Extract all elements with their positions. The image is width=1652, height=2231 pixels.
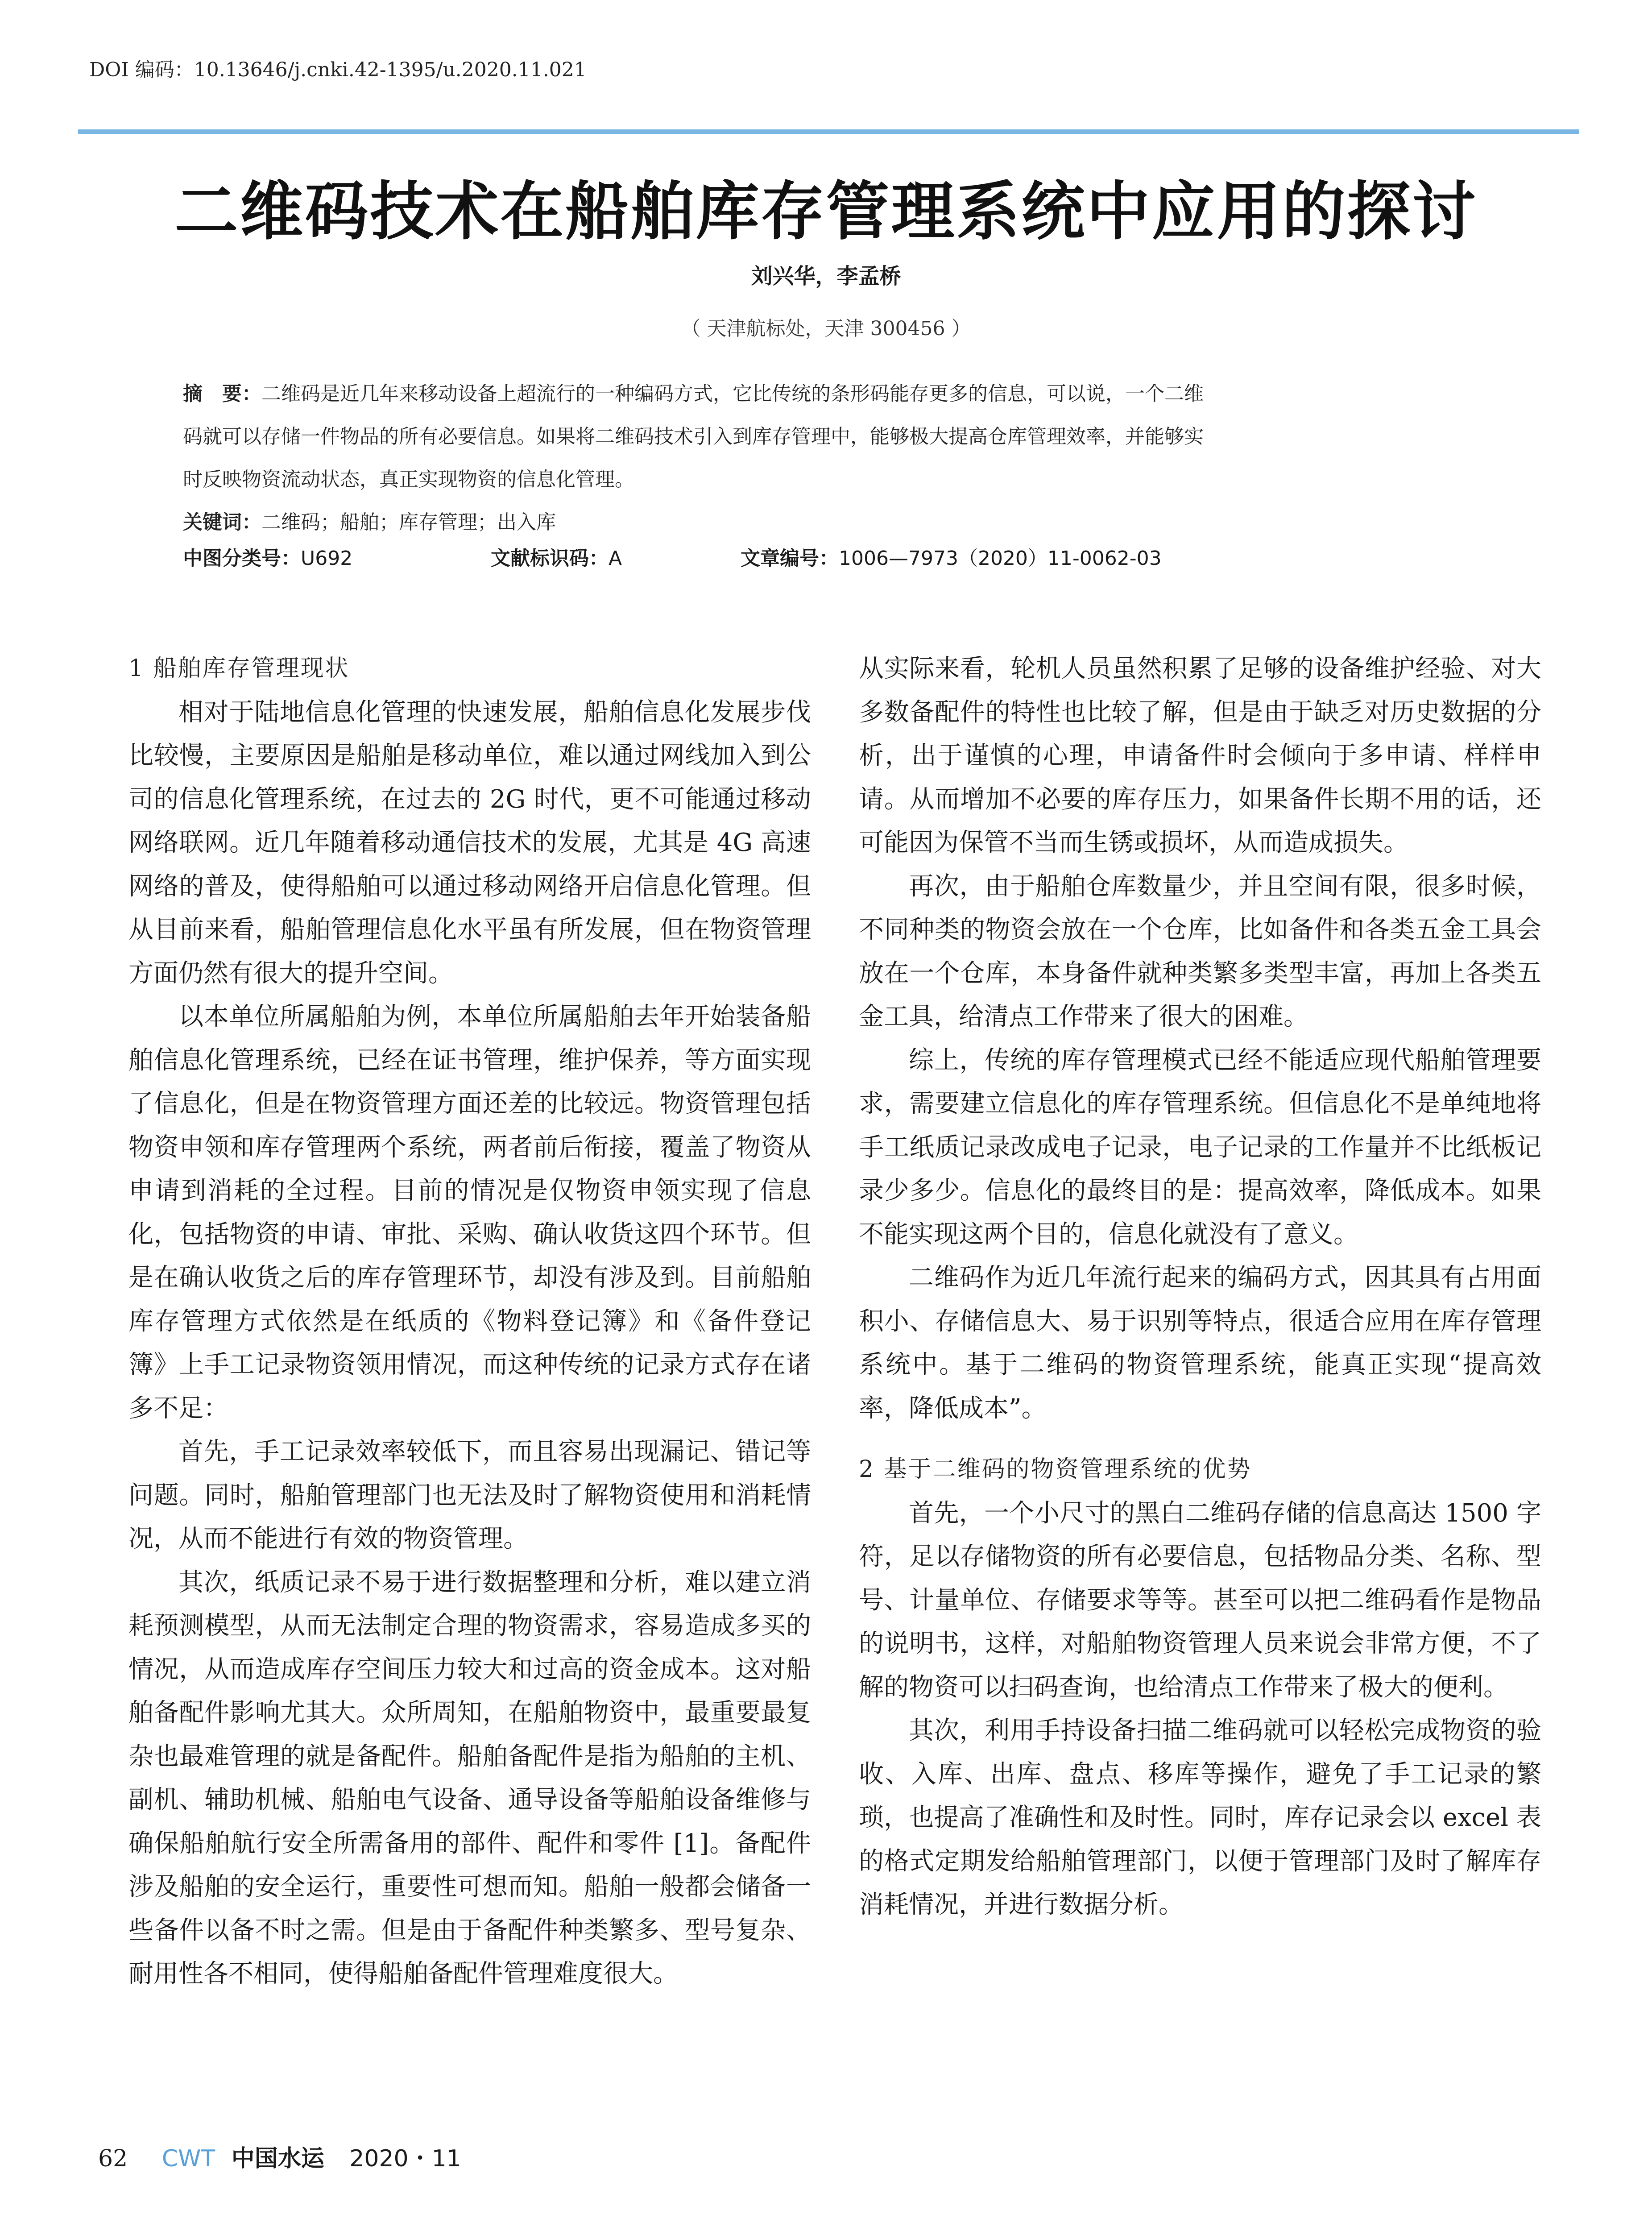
section-heading-2: 2 基于二维码的物资管理系统的优势	[859, 1456, 1252, 1483]
abstract-text: 二维码是近几年来移动设备上超流行的一种编码方式，它比传统的条形码能存更多的信息，可以说，一个二维	[261, 382, 1204, 405]
cwt-logo: CWT	[161, 2145, 215, 2172]
page-number: 62	[98, 2145, 128, 2172]
body-paragraph: 再次，由于船舶仓库数量少，并且空间有限，很多时候，不同种类的物资会放在一个仓库，比如备件和各类五金工具会放在一个仓库，本身备件就种类繁多类型丰富，再加上各类五金工具，给清点工作带来了很大的困难。	[859, 871, 1541, 1031]
abstract-label: 摘 要：	[183, 382, 261, 405]
body-column-right	[859, 647, 1541, 1927]
affiliation: （ 天津航标处，天津 300456 ）	[681, 317, 971, 340]
abstract-line: 码就可以存储一件物品的所有必要信息。如果将二维码技术引入到库存管理中，能够极大提高仓库管理效率，并能够实	[183, 425, 1204, 448]
abstract-line	[183, 373, 1495, 415]
section-heading-1: 1 船舶库存管理现状	[128, 655, 350, 682]
authors: 刘兴华，李孟桥	[751, 264, 901, 289]
article-title: 二维码技术在船舶库存管理系统中应用的探讨	[174, 174, 1478, 249]
body-paragraph: 首先，手工记录效率较低下，而且容易出现漏记、错记等问题。同时，船舶管理部门也无法及时了解物资使用和消耗情况，从而不能进行有效的物资管理。	[128, 1437, 811, 1553]
journal-name: 中国水运	[231, 2145, 324, 2172]
issue-date: 2020・11	[349, 2145, 461, 2172]
header-rule	[78, 129, 1579, 134]
page-footer	[98, 2140, 461, 2173]
abstract-block	[183, 373, 1495, 544]
article-number: 文章编号：1006—7973（2020）11-0062-03	[741, 547, 1162, 570]
body-paragraph: 二维码作为近几年流行起来的编码方式，因其具有占用面积小、存储信息大、易于识别等特点，很适合应用在库存管理系统中。基于二维码的物资管理系统，能真正实现“提高效率，降低成本”。	[859, 1263, 1541, 1423]
body-paragraph: 其次，利用手持设备扫描二维码就可以轻松完成物资的验收、入库、出库、盘点、移库等操作，避免了手工记录的繁琐，也提高了准确性和及时性。同时，库存记录会以 excel 表的格式定期发给船舶管理部门，以便于管理部门及时了解库存消耗情况，并进行数据分析。	[859, 1716, 1541, 1919]
body-paragraph: 以本单位所属船舶为例，本单位所属船舶去年开始装备船舶信息化管理系统，已经在证书管理，维护保养，等方面实现了信息化，但是在物资管理方面还差的比较远。物资管理包括物资申领和库存管理两个系统，两者前后衔接，覆盖了物资从申请到消耗的全过程。目前的情况是仅物资申领实现了信息化，包括物资的申请、审批、采购、确认收货这四个环节。但是在确认收货之后的库存管理环节，却没有涉及到。目前船舶库存管理方式依然是在纸质的《物料登记簿》和《备件登记簿》上手工记录物资领用情况，而这种传统的记录方式存在诸多不足：	[128, 1002, 811, 1423]
body-column-left	[128, 647, 811, 1996]
body-paragraph-continued: 从实际来看，轮机人员虽然积累了足够的设备维护经验、对大多数备配件的特性也比较了解，但是由于缺乏对历史数据的分析，出于谨慎的心理，申请备件时会倾向于多申请、样样申请。从而增加不必要的库存压力，如果备件长期不用的话，还可能因为保管不当而生锈或损坏，从而造成损失。	[859, 654, 1541, 857]
body-paragraph: 首先，一个小尺寸的黑白二维码存储的信息高达 1500 字符，足以存储物资的所有必要信息，包括物品分类、名称、型号、计量单位、存储要求等等。甚至可以把二维码看作是物品的说明书，这样，对船舶物资管理人员来说会非常方便，不了解的物资可以扫码查询，也给清点工作带来了极大的便利。	[859, 1498, 1541, 1702]
keywords-line	[183, 501, 1495, 544]
clc-number: 中图分类号：U692	[183, 547, 353, 570]
keywords-value: 二维码；船舶；库存管理；出入库	[261, 511, 556, 534]
doi-line: DOI 编码：10.13646/j.cnki.42-1395/u.2020.11.021	[89, 58, 587, 81]
body-paragraph: 综上，传统的库存管理模式已经不能适应现代船舶管理要求，需要建立信息化的库存管理系统。但信息化不是单纯地将手工纸质记录改成电子记录，电子记录的工作量并不比纸板记录少多少。信息化的最终目的是：提高效率，降低成本。如果不能实现这两个目的，信息化就没有了意义。	[859, 1045, 1541, 1249]
body-paragraph: 相对于陆地信息化管理的快速发展，船舶信息化发展步伐比较慢，主要原因是船舶是移动单位，难以通过网线加入到公司的信息化管理系统，在过去的 2G 时代，更不可能通过移动网络联网。近几年随着移动通信技术的发展，尤其是 4G 高速网络的普及，使得船舶可以通过移动网络开启信息化管理。但从目前来看，船舶管理信息化水平虽有所发展，但在物资管理方面仍然有很大的提升空间。	[128, 697, 811, 988]
body-paragraph: 其次，纸质记录不易于进行数据整理和分析，难以建立消耗预测模型，从而无法制定合理的物资需求，容易造成多买的情况，从而造成库存空间压力较大和过高的资金成本。这对船舶备配件影响尤其大。众所周知，在船舶物资中，最重要最复杂也最难管理的就是备配件。船舶备配件是指为船舶的主机、副机、辅助机械、船舶电气设备、通导设备等船舶设备维修与确保船舶航行安全所需备用的部件、配件和零件 [1]。备配件涉及船舶的安全运行，重要性可想而知。船舶一般都会储备一些备件以备不时之需。但是由于备配件种类繁多、型号复杂、耐用性各不相同，使得船舶备配件管理难度很大。	[128, 1568, 811, 1988]
abstract-line: 时反映物资流动状态，真正实现物资的信息化管理。	[183, 468, 634, 491]
document-code: 文献标识码：A	[491, 547, 622, 570]
keywords-label: 关键词：	[183, 511, 261, 534]
